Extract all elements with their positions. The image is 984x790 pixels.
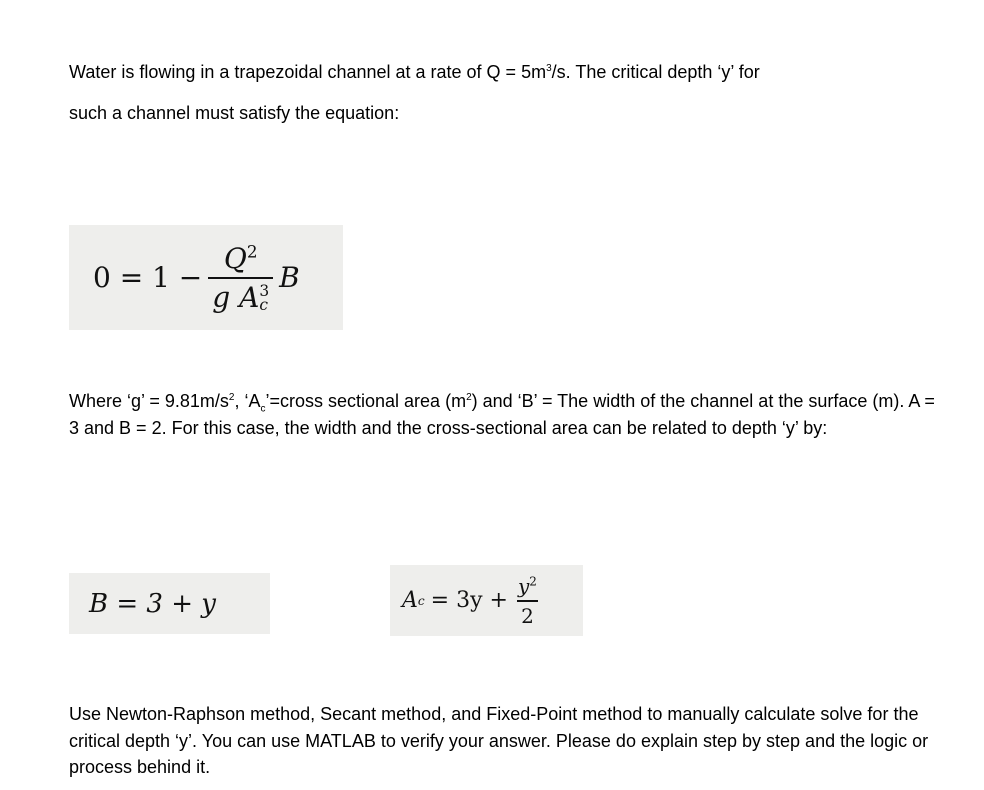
- intro-line-1-tail: /s. The critical depth ‘y’ for: [551, 62, 760, 82]
- denominator-exponent: 3: [259, 282, 270, 301]
- area-fraction: [514, 574, 541, 628]
- instructions-paragraph: Use Newton-Raphson method, Secant method, and Fixed-Point method to manually calculate solve for the critical depth ‘y’. You can use MATLAB to verify your answer. Please do explain step by step and the logic or process behind it.: [69, 704, 929, 777]
- critical-depth-equation-image: [69, 225, 343, 330]
- denominator-var: A: [239, 280, 260, 314]
- equation-lhs: 0 = 1 −: [93, 261, 203, 294]
- flow-unit-exponent: 3: [546, 63, 552, 74]
- denominator-sup-sub: [259, 282, 270, 314]
- equation-trailing-var: B: [279, 261, 300, 294]
- equation-fraction: [208, 242, 273, 314]
- area-fraction-denominator: 2: [517, 600, 538, 628]
- intro-line-2: such a channel must satisfy the equation:: [69, 103, 400, 123]
- intro-line-1-text: Water is flowing in a trapezoidal channel at a rate of Q = 5m: [69, 62, 547, 82]
- numerator-var: Q: [223, 241, 247, 275]
- fraction-numerator: [220, 242, 262, 277]
- denominator-g: g: [212, 280, 231, 314]
- denominator-subscript: c: [259, 296, 268, 314]
- def-text-2: , ‘A: [234, 391, 261, 411]
- width-equation-text: B = 3 + y: [89, 588, 216, 619]
- area-middle: = 3y +: [430, 588, 508, 613]
- def-sup-1: 2: [228, 392, 235, 403]
- area-fraction-numerator: [514, 574, 541, 600]
- area-num-exponent: 2: [529, 573, 537, 588]
- def-sub-1: c: [260, 403, 266, 415]
- intro-line-1: [69, 59, 760, 86]
- def-text-3: ’=cross sectional area (m: [265, 391, 467, 411]
- def-text-1: Where ‘g’ = 9.81m/s: [69, 391, 229, 411]
- width-equation-image: [69, 573, 270, 634]
- area-lhs-var: A: [402, 588, 418, 613]
- def-sup-2: 2: [466, 392, 472, 403]
- definitions-paragraph: [69, 388, 939, 441]
- area-equation-image: A c = 3y + $\frac{y^2}{2}$: [390, 565, 583, 636]
- area-num-var: y: [517, 573, 530, 598]
- fraction-denominator: [208, 277, 273, 314]
- numerator-exponent: 2: [246, 241, 258, 262]
- def-text-4: ) and ‘B’ = The width of the channel at the surface (m). A = 3 and B = 2. For this case, the width and the cross-sectional area can be related to depth ‘y’ by:: [69, 391, 935, 438]
